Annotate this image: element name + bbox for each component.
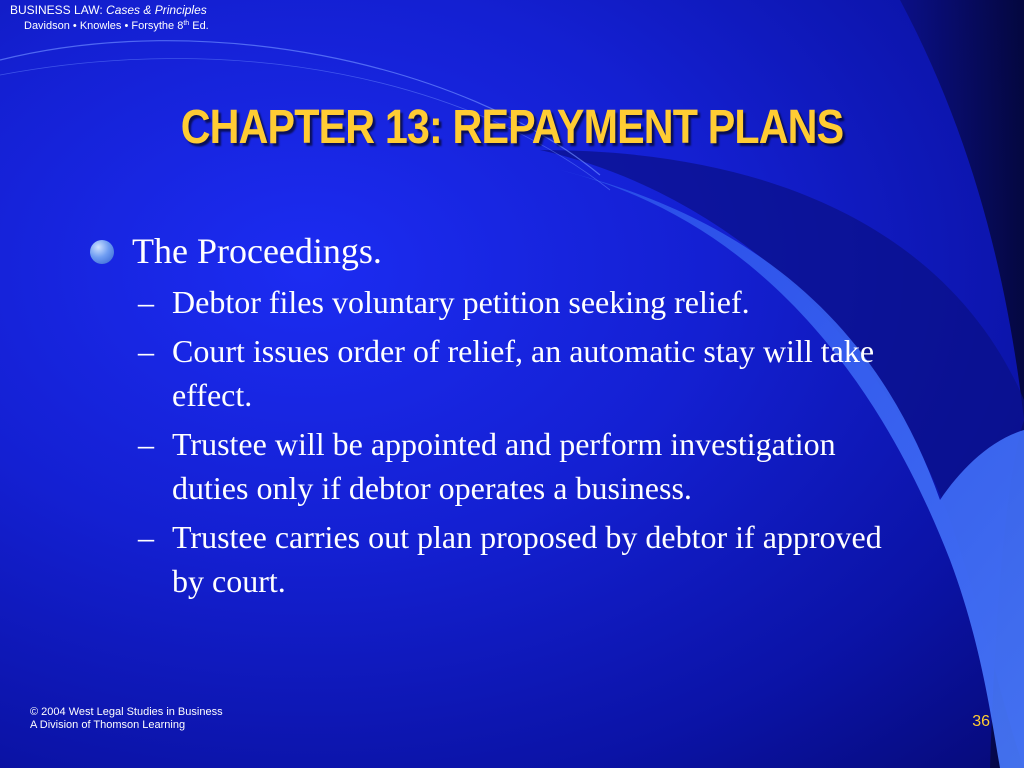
bullet-item [90,228,910,274]
edition-superscript: th [183,20,190,27]
book-authors: Davidson • Knowles • Forsythe 8 [24,20,184,32]
slide-body [90,228,910,608]
dash-marker: – [138,426,154,462]
sub-bullet-text: Trustee carries out plan proposed by debtor if approved by court. [172,519,882,599]
footer-copyright [30,706,223,732]
sub-bullet-text: Court issues order of relief, an automatic stay will take effect. [172,333,875,413]
book-title: BUSINESS LAW: [10,3,103,17]
sub-bullet-item [90,280,910,324]
book-header [10,4,209,33]
bullet-dot-icon [90,240,114,264]
sub-bullet-item [90,515,910,603]
dash-marker: – [138,284,154,320]
page-number: 36 [972,713,990,730]
book-subtitle: Cases & Principles [106,3,207,17]
division-text: A Division of Thomson Learning [30,719,186,731]
slide-title: CHAPTER 13: REPAYMENT PLANS [180,101,844,154]
sub-bullet-text: Debtor files voluntary petition seeking relief. [172,284,750,320]
dash-marker: – [138,519,154,555]
edition-suffix: Ed. [189,20,209,32]
sub-bullet-text: Trustee will be appointed and perform investigation duties only if debtor operates a business. [172,426,836,506]
bullet-text: The Proceedings. [132,231,382,271]
dash-marker: – [138,333,154,369]
sub-bullet-item [90,329,910,417]
copyright-text: © 2004 West Legal Studies in Business [30,706,223,718]
sub-bullet-item [90,422,910,510]
